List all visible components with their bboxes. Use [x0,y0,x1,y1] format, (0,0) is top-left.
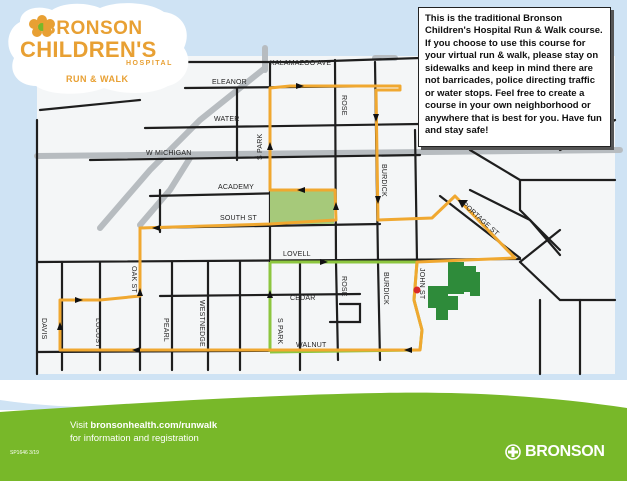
footer-url-link[interactable]: bronsonhealth.com/runwalk [90,420,218,431]
bronson-park [270,190,334,224]
footer-url-prefix: Visit [70,420,91,431]
footer-info: for information and registration [70,433,199,444]
street-label-kalamazoo: KALAMAZOO AVE [270,60,332,67]
street-label-davis: DAVIS [40,318,47,340]
street-label-cedar: CEDAR [290,295,316,302]
street-label-rose-north: ROSE [340,95,347,116]
logo [14,8,184,94]
bronson-brand [505,443,605,461]
street-label-burdick-north: BURDICK [380,164,387,197]
street-label-spark-north: S PARK [257,133,264,160]
street-label-eleanor: ELEANOR [212,79,247,86]
street-label-lovell: LOVELL [283,251,311,258]
logo-line-run-walk: RUN & WALK [66,74,129,84]
street-label-southst: SOUTH ST [220,215,257,222]
street-label-academy: ACADEMY [218,184,255,191]
logo-line-bronson: BRONSON [42,18,143,39]
street-label-oakst: OAK ST [130,266,137,293]
footer-url-line [70,420,217,431]
street-label-water: WATER [214,116,240,123]
street-label-westnedge: WESTNEDGE [198,300,205,347]
street-label-spark-south: S PARK [276,318,283,345]
notice-box: This is the traditional Bronson Children's Hospital Run & Walk course. If you choose to use this course for your virtual run & walk, please stay on sidewalks and keep in mind there are not barricades, police directing traffic or water stops. Feel free to create a course in your own neighborhood or anywhere that is best for you. Have fun and stay safe! [418,7,611,147]
street-label-portage: PORTAGE ST [460,201,500,238]
footer-code: SP1646 3/19 [10,450,39,456]
logo-line-hospital: HOSPITAL [126,60,173,67]
brand-text: BRONSON [525,443,605,460]
street-label-burdick-south: BURDICK [382,272,389,305]
logo-line-childrens: CHILDREN'S [20,37,157,62]
street-label-locust: LOCUST [94,318,101,348]
street-label-pearl: PEARL [162,318,169,342]
street-label-wmichigan: W MICHIGAN [146,150,192,157]
street-label-rose-south: ROSE [340,276,347,297]
street-label-johnst: JOHN ST [418,268,425,300]
street-label-walnut: WALNUT [296,342,327,349]
